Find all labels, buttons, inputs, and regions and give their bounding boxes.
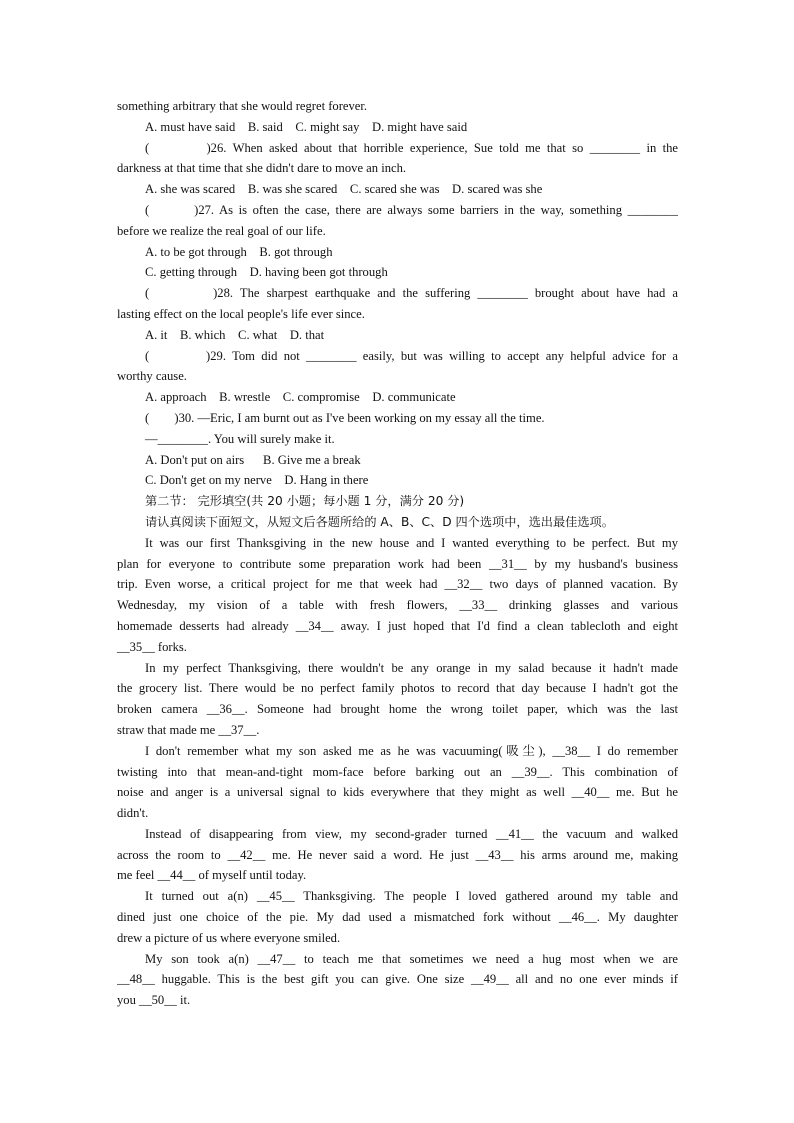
- passage-line: broken camera __36__. Someone had brought home the wrong toilet paper, which was the last: [117, 702, 678, 717]
- options-q27-b: C. getting through D. having been got through: [145, 265, 388, 280]
- options-q29: A. approach B. wrestle C. compromise D. communicate: [145, 390, 456, 405]
- options-q30-a: A. Don't put on airs B. Give me a break: [145, 452, 361, 467]
- passage-line: It turned out a(n) __45__ Thanksgiving. The people I loved gathered around my table and: [145, 889, 678, 904]
- passage-line: noise and anger is a universal signal to kids everywhere that they might as well __40__ me. But he: [117, 785, 678, 800]
- passage-line: didn't.: [117, 806, 149, 821]
- options-q25: A. must have said B. said C. might say D. might have said: [145, 119, 468, 134]
- passage-line: drew a picture of us where everyone smiled.: [117, 930, 341, 945]
- passage-line: dined just one choice of the pie. My dad used a mismatched fork without __46__. My daughter: [117, 910, 678, 925]
- section-instructions: 请认真阅读下面短文，从短文后各题所给的 A、B、C、D 四个选项中，选出最佳选项。: [145, 514, 614, 529]
- passage-line: __48__ huggable. This is the best gift you can give. One size __49__ all and no one ever minds if: [117, 972, 678, 987]
- text-line: lasting effect on the local people's life ever since.: [117, 306, 365, 321]
- passage-line: __35__ forks.: [117, 639, 187, 654]
- options-q30-b: C. Don't get on my nerve D. Hang in there: [145, 473, 369, 488]
- document-page: [117, 96, 678, 1011]
- question-26: ( )26. When asked about that horrible experience, Sue told me that so ________ in the: [145, 140, 678, 155]
- passage-line: homemade desserts had already __34__ away. I just hoped that I'd find a clean tablecloth and eight: [117, 618, 678, 633]
- passage-line: plan for everyone to contribute some preparation work had been __31__ by my husband's business: [117, 556, 678, 571]
- text-line: —________. You will surely make it.: [145, 431, 335, 446]
- passage-line: you __50__ it.: [117, 993, 191, 1008]
- options-q27-a: A. to be got through B. got through: [145, 244, 333, 259]
- text-line: darkness at that time that she didn't dare to move an inch.: [117, 161, 407, 176]
- passage-line: across the room to __42__ me. He never said a word. He just __43__ his arms around me, making: [117, 847, 678, 862]
- options-q28: A. it B. which C. what D. that: [145, 327, 325, 342]
- text-line: something arbitrary that she would regret forever.: [117, 99, 368, 113]
- question-27: ( )27. As is often the case, there are always some barriers in the way, something ________: [145, 202, 678, 217]
- passage-line: Instead of disappearing from view, my second-grader turned __41__ the vacuum and walked: [145, 826, 678, 841]
- passage-line: My son took a(n) __47__ to teach me that sometimes we need a hug most when we are: [145, 951, 678, 966]
- passage-line: straw that made me __37__.: [117, 722, 260, 737]
- question-28: ( )28. The sharpest earthquake and the suffering ________ brought about have had a: [145, 286, 678, 301]
- passage-line: It was our first Thanksgiving in the new house and I wanted everything to be perfect. But my: [145, 535, 678, 550]
- text-line: worthy cause.: [117, 369, 187, 384]
- passage-line: In my perfect Thanksgiving, there wouldn't be any orange in my salad because it hadn't made: [145, 660, 678, 675]
- passage-line: me feel __44__ of myself until today.: [117, 868, 307, 883]
- passage-line: the grocery list. There would be no perfect family photos to record that day because I hadn't got the: [117, 681, 678, 696]
- passage-line: trip. Even worse, a critical project for me that week had __32__ two days of planned vacation. By: [117, 577, 678, 592]
- passage-line: Wednesday, my vision of a table with fresh flowers, __33__ drinking glasses and various: [117, 598, 678, 613]
- options-q26: A. she was scared B. was she scared C. scared she was D. scared was she: [145, 182, 543, 197]
- question-29: ( )29. Tom did not ________ easily, but was willing to accept any helpful advice for a: [145, 348, 678, 363]
- text-line: before we realize the real goal of our life.: [117, 223, 326, 238]
- question-30: ( )30. —Eric, I am burnt out as I've been working on my essay all the time.: [145, 410, 545, 425]
- section-heading: 第二节： 完形填空(共 20 小题；每小题 1 分，满分 20 分): [145, 494, 465, 509]
- passage-line: twisting into that mean-and-tight mom-face before barking out an __39__. This combination of: [117, 764, 678, 779]
- passage-line: I don't remember what my son asked me as he was vacuuming(吸尘), __38__ I do remember: [145, 743, 678, 758]
